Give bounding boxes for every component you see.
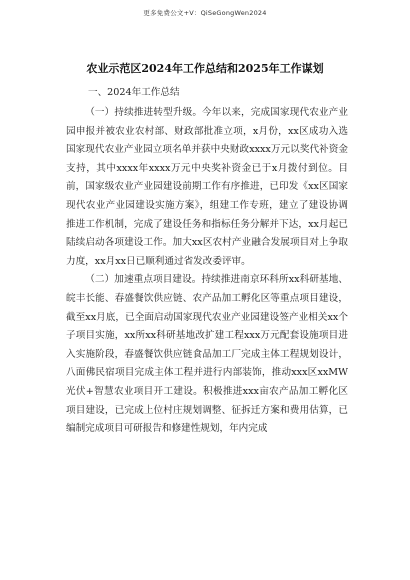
paragraph-key-projects: （二）加速重点项目建设。持续推进南京环科所xx科研基地、皖丰长能、春盛餐饮供应链、农产品加工孵化区等重点项目建设，截至xx月底，已全面启动国家现代农业产业园建设签产业相关xx个子项目实施，xx所xx科研基地改扩建工程xxx万元配套设施项目进入实施阶段，春盛餐饮供应链食品加工厂完成主体工程规划设计，八面佛民宿项目完成主体工程并进行内部装饰，推动xxx区xxMW光伏+智慧农业项目开工建设。积极推进xxx亩农产品加工孵化区项目建设，已完成上位村庄规划调整、征拆迁方案和费用估算，已编制完成项目可研报告和修建性规划，年内完成 [66, 274, 348, 435]
paragraph-transformation: （一）持续推进转型升级。今年以来，完成国家现代农业产业园申报并被农业农村部、财政部批准立项，x月份，xx区成功入选国家现代农业产业园立项名单并获中央财政xxxx万元以奖代补资金支持，其中xxxx年xxxx万元中央奖补资金已于x月拨付到位。目前，国家级农业产业园建设前期工作有序推进，已印发《xx区国家现代农业产业园建设实施方案》，组建工作专班，建立了建设协调推进工作机制，完成了建设任务和指标任务分解并下达，xx月起已陆续启动各项建设工作。加大xx区农村产业融合发展项目对上争取力度，xx月xx日已顺利通过省发改委评审。 [66, 107, 348, 267]
document-body [66, 104, 348, 439]
document-title: 农业示范区2024年工作总结和2025年工作谋划 [86, 62, 324, 75]
section-heading: 一、2024年工作总结 [88, 87, 180, 98]
watermark-text: 更多免费公文+V：QiSeGongWen2024 [143, 9, 267, 17]
